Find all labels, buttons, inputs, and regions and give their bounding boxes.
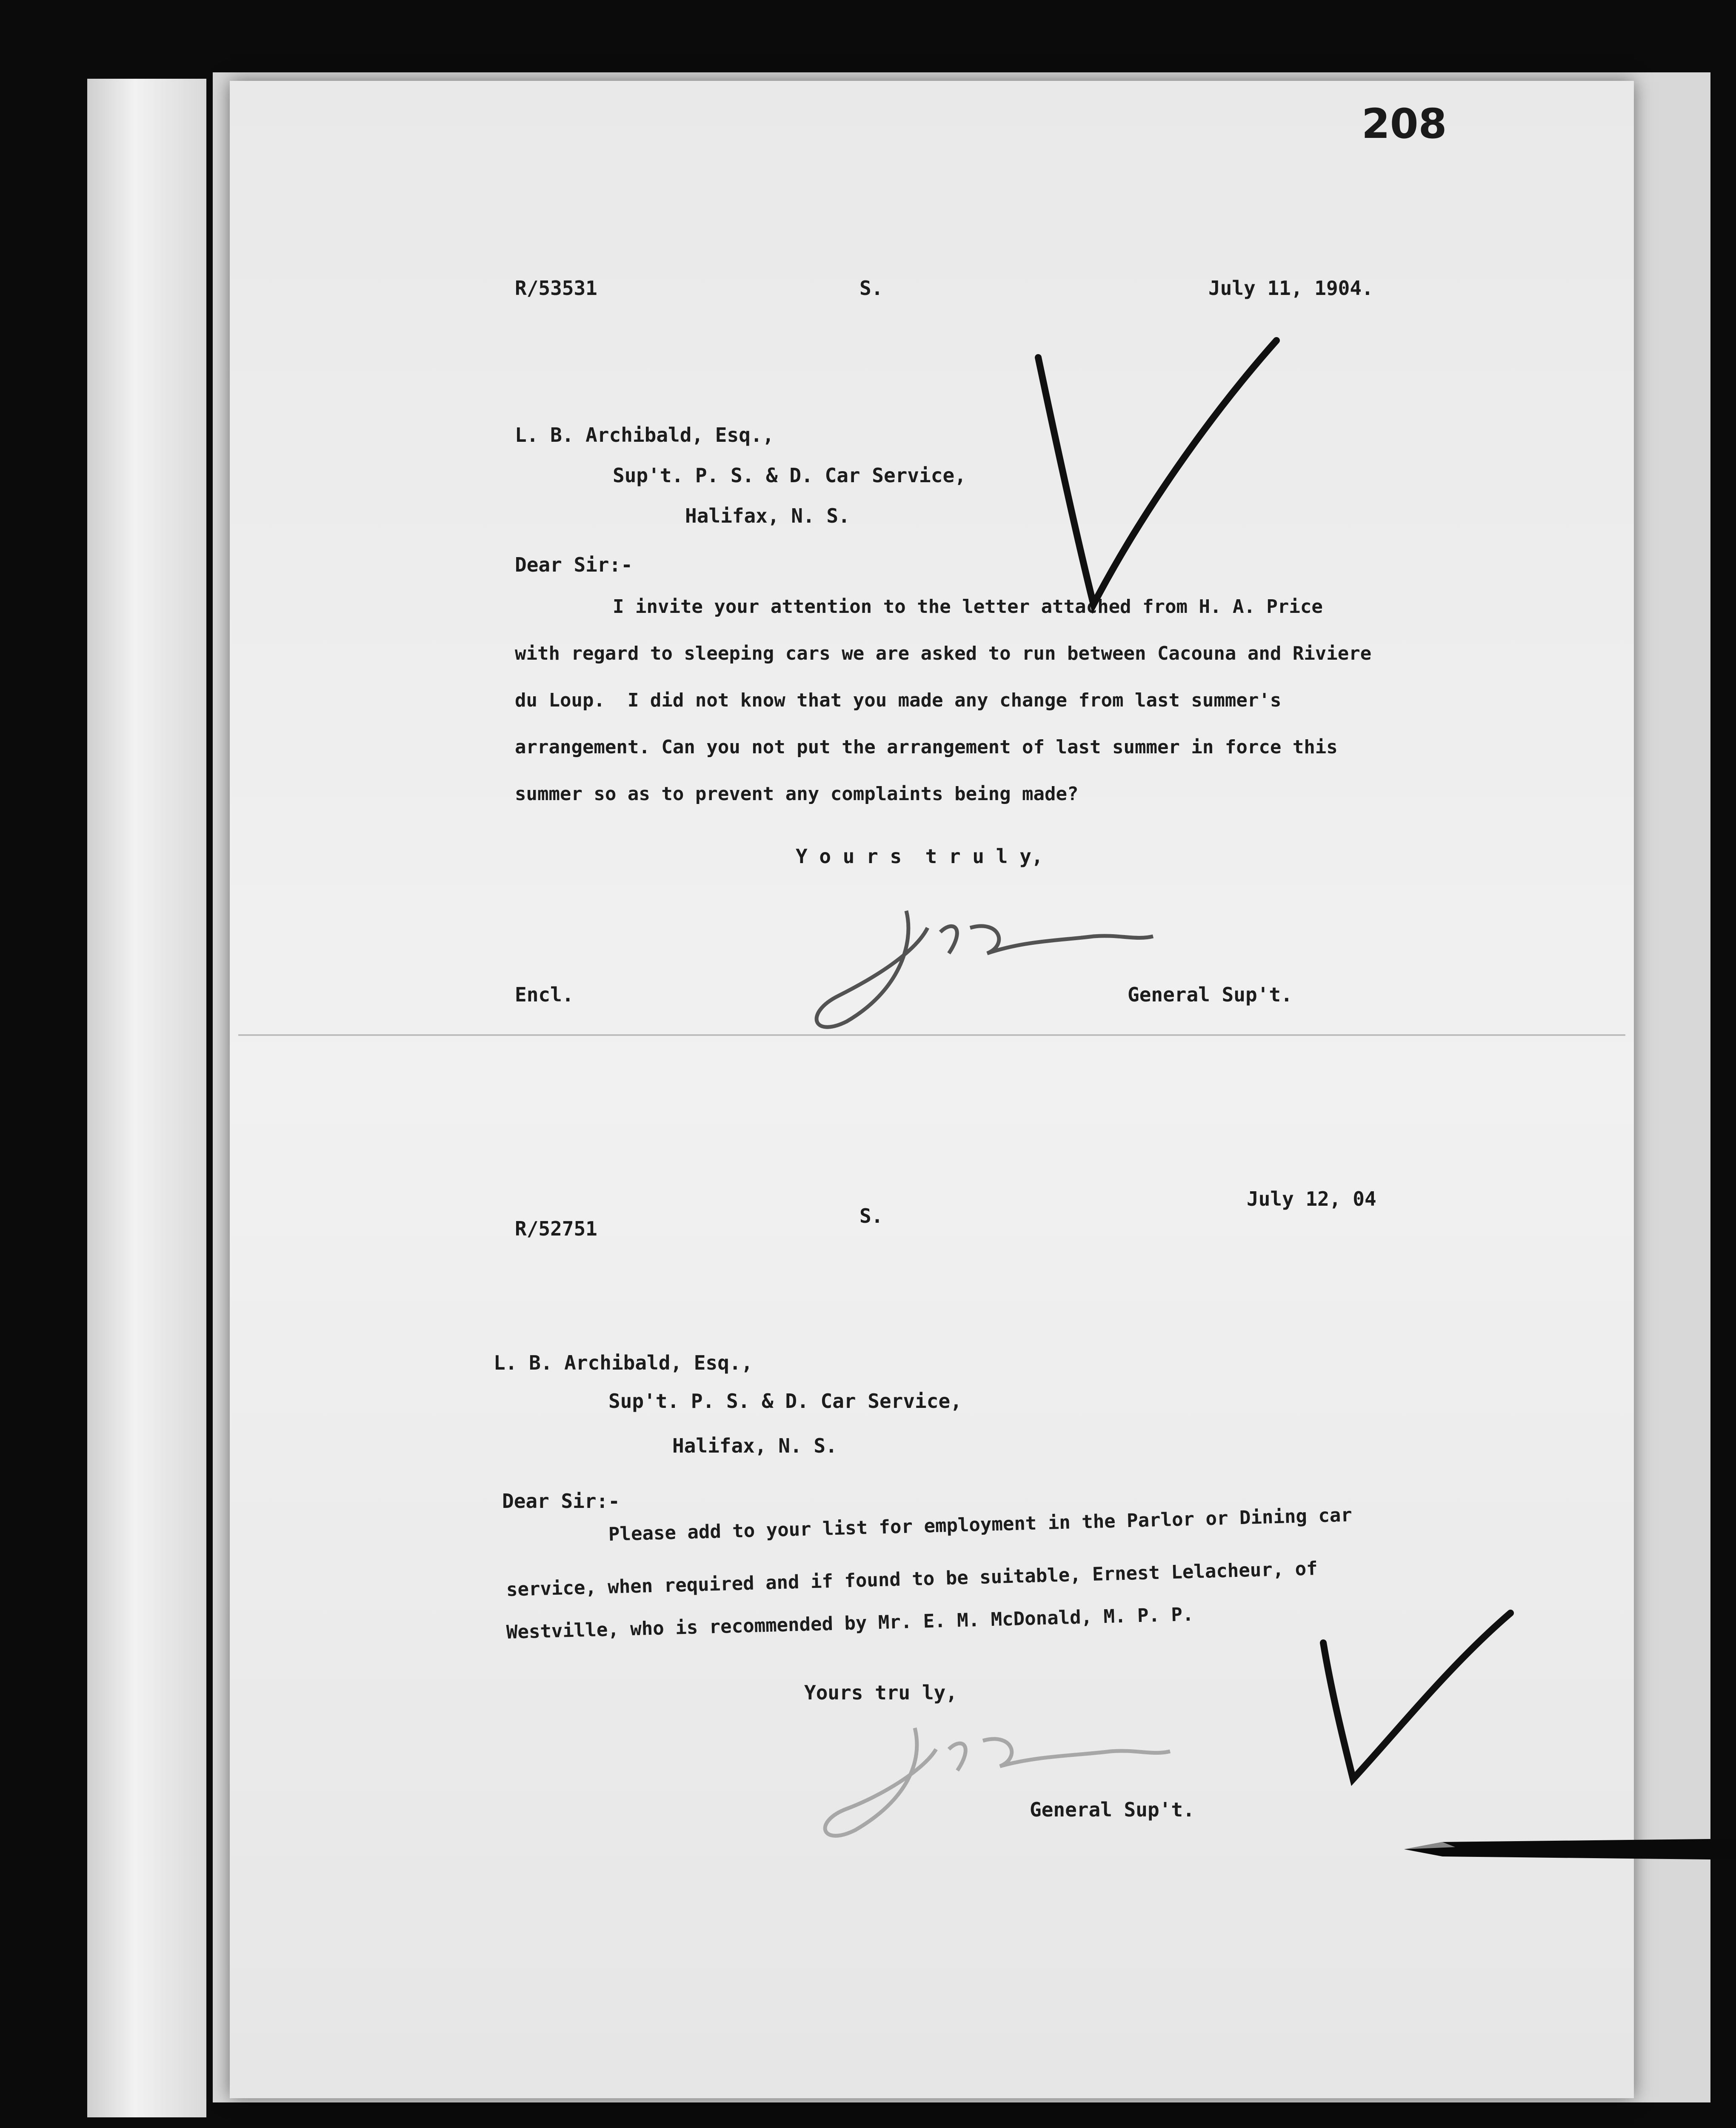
body-line: summer so as to prevent any complaints being made? xyxy=(515,783,1079,805)
signature-1 xyxy=(787,894,1213,1047)
body-line: arrangement. Can you not put the arrangement of last summer in force this xyxy=(515,736,1338,758)
pen-tip xyxy=(1404,1839,1736,1860)
letter-mark: S. xyxy=(859,1204,883,1227)
addressee-location: Halifax, N. S. xyxy=(672,1434,837,1457)
addressee-location: Halifax, N. S. xyxy=(685,504,850,527)
letter-ref: R/52751 xyxy=(515,1217,597,1240)
body-line: du Loup. I did not know that you made any change from last summer's xyxy=(515,689,1282,711)
addressee-title: Sup't. P. S. & D. Car Service, xyxy=(608,1390,962,1413)
body-line: service, when required and if found to be suitable, Ernest Lelacheur, of xyxy=(506,1558,1318,1601)
body-line: Westville, who is recommended by Mr. E. M. McDonald, M. P. P. xyxy=(506,1603,1194,1643)
check-mark xyxy=(1315,1609,1519,1792)
body-line: I invite your attention to the letter attached from H. A. Price xyxy=(613,596,1323,618)
enclosure-note: Encl. xyxy=(515,983,574,1006)
check-mark xyxy=(1030,332,1285,621)
addressee: L. B. Archibald, Esq., xyxy=(494,1351,753,1374)
letter-divider xyxy=(238,1034,1625,1036)
salutation: Dear Sir:- xyxy=(515,553,633,576)
addressee: L. B. Archibald, Esq., xyxy=(515,423,774,446)
letter-date: July 12, 04 xyxy=(1247,1187,1376,1210)
letter-mark: S. xyxy=(859,277,883,300)
body-line: Please add to your list for employment in the Parlor or Dining car xyxy=(608,1504,1353,1545)
letter-ref: R/53531 xyxy=(515,277,597,300)
letter-date: July 11, 1904. xyxy=(1208,277,1373,300)
body-line: with regard to sleeping cars we are asked to run between Cacouna and Riviere xyxy=(515,643,1372,664)
signatory-title: General Sup't. xyxy=(1030,1798,1195,1821)
closing: Y o u r s t r u l y, xyxy=(796,845,1043,868)
binding-strip xyxy=(87,79,206,2117)
addressee-title: Sup't. P. S. & D. Car Service, xyxy=(613,464,966,487)
closing: Yours tru ly, xyxy=(804,1681,958,1704)
signatory-title: General Sup't. xyxy=(1128,983,1293,1006)
signature-2 xyxy=(787,1715,1213,1860)
page-number: 208 xyxy=(1362,100,1447,148)
salutation: Dear Sir:- xyxy=(502,1490,620,1513)
